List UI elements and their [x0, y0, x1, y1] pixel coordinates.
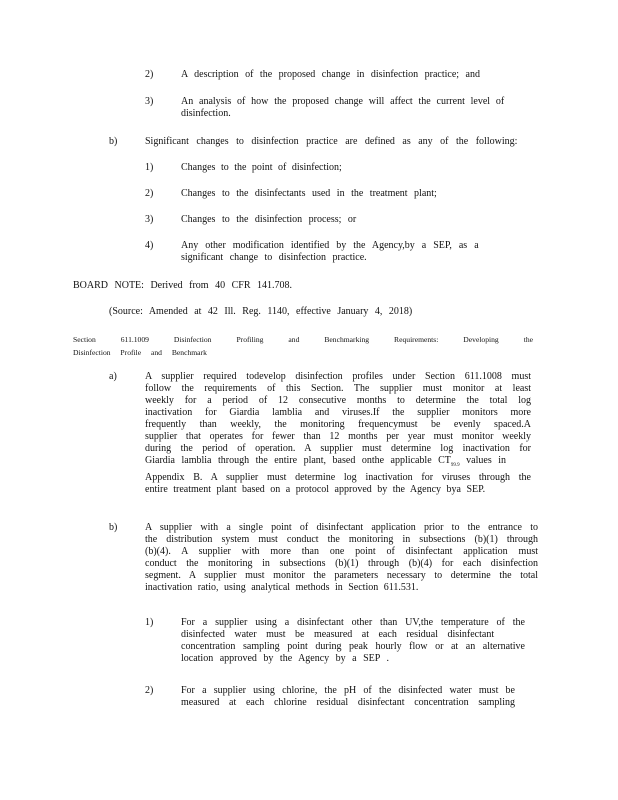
text-line: weekly for a period of 12 consecutive months to determine the total log: [145, 395, 531, 406]
subsection-label: a): [109, 371, 117, 382]
item-number: 1): [145, 617, 154, 628]
item-text: Changes to the disinfectants used in the treatment plant;: [181, 188, 437, 199]
item-number: 2): [145, 188, 154, 199]
text-line: measured at each chlorine residual disinfectant concentration sampling: [181, 697, 515, 708]
text-line: frequently than weekly, the monitoring frequencymust be evenly spaced.A: [145, 419, 531, 430]
ct-subscript: 99.9: [450, 463, 460, 468]
text-line: Appendix B. A supplier must determine log inactivation for viruses through the: [145, 472, 531, 483]
subsection-label: b): [109, 136, 118, 147]
subsection-label: b): [109, 522, 118, 533]
item-text-block: [181, 617, 525, 665]
text-line: For a supplier using a disinfectant other than UV,the temperature of the: [181, 617, 525, 628]
text-line: supplier that operates for fewer than 12 months per year must monitor weekly: [145, 431, 531, 442]
text-line: entire treatment plant based on a protocol approved by the Agency bya SEP.: [145, 484, 486, 495]
text-fragment: values in: [459, 455, 506, 466]
text-line: concentration sampling point during peak hourly flow or at an alternative: [181, 641, 525, 652]
text-line: [145, 455, 531, 472]
item-number: 2): [145, 69, 154, 80]
item-text: Any other modification identified by the Agency,by a SEP, as a: [181, 240, 479, 251]
section-heading-line: Disinfection Profile and Benchmark: [73, 348, 207, 357]
text-fragment: Giardia lamblia through the entire plant, based onthe applicable CT: [145, 455, 451, 466]
text-line: (b)(4). A supplier with more than one point of disinfectant application must: [145, 546, 538, 557]
item-number: 4): [145, 240, 154, 251]
text-line: the distribution system must conduct the monitoring in subsections (b)(1) through: [145, 534, 538, 545]
paragraph-a: [145, 371, 531, 496]
section-heading-line: Section 611.1009 Disinfection Profiling and Benchmarking Requirements: Developing the: [73, 335, 533, 344]
text-line: disinfected water must be measured at each residual disinfectant: [181, 629, 495, 640]
board-note: BOARD NOTE: Derived from 40 CFR 141.708.: [73, 280, 292, 291]
text-line: inactivation for Giardia lamblia and viruses.If the supplier monitors more: [145, 407, 531, 418]
source-note: (Source: Amended at 42 Ill. Reg. 1140, effective January 4, 2018): [109, 306, 413, 317]
item-text: A description of the proposed change in disinfection practice; and: [181, 69, 480, 80]
item-number: 3): [145, 214, 154, 225]
text-line: segment. A supplier must monitor the parameters necessary to determine the total: [145, 570, 538, 581]
text-line: during the period of operation. A supplier must determine log inactivation for: [145, 443, 531, 454]
text-line: conduct the monitoring in subsections (b)(1) through (b)(4) for each disinfection: [145, 558, 538, 569]
item-text-block: [181, 685, 515, 709]
text-line: For a supplier using chlorine, the pH of the disinfected water must be: [181, 685, 515, 696]
item-number: 3): [145, 96, 154, 107]
item-number: 1): [145, 162, 154, 173]
item-text: An analysis of how the proposed change will affect the current level of: [181, 96, 505, 107]
item-text: Changes to the disinfection process; or: [181, 214, 357, 225]
text-line: A supplier required todevelop disinfection profiles under Section 611.1008 must: [145, 371, 531, 382]
item-text: Changes to the point of disinfection;: [181, 162, 342, 173]
text-line: follow the requirements of this Section. The supplier must monitor at least: [145, 383, 531, 394]
text-line: location approved by the Agency by a SEP .: [181, 653, 389, 664]
subsection-text: Significant changes to disinfection practice are defined as any of the following:: [145, 136, 518, 147]
item-text: disinfection.: [181, 108, 231, 119]
item-number: 2): [145, 685, 154, 696]
text-line: inactivation ratio, using analytical methods in Section 611.531.: [145, 582, 419, 593]
item-text: significant change to disinfection practice.: [181, 252, 367, 263]
text-line: A supplier with a single point of disinfectant application prior to the entrance to: [145, 522, 538, 533]
paragraph-b: [145, 522, 538, 594]
section-heading: [73, 333, 533, 359]
